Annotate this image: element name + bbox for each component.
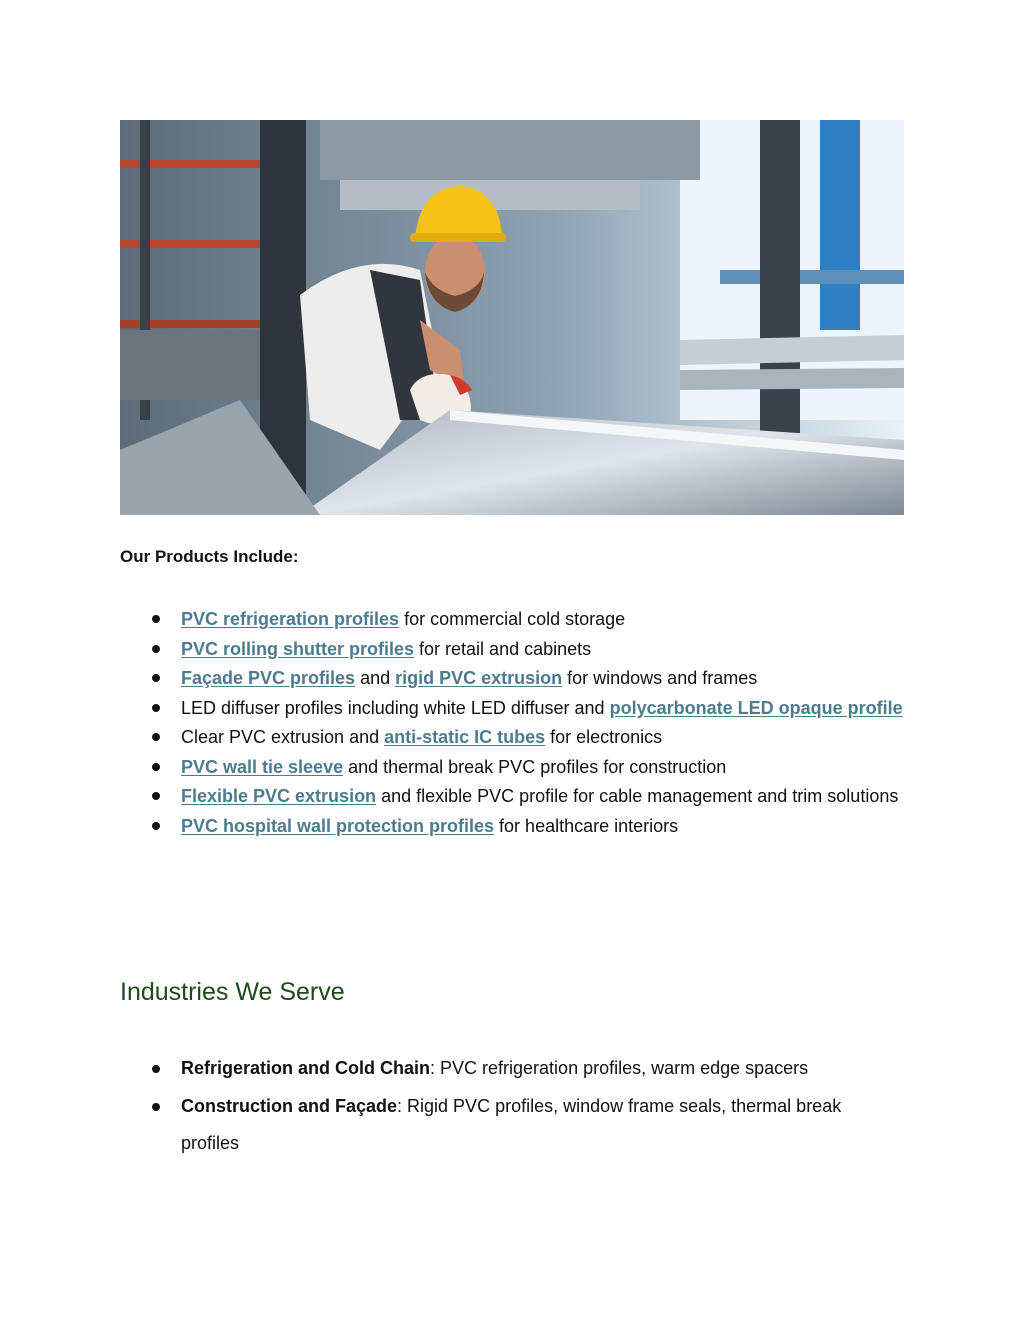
list-item xyxy=(120,753,904,782)
list-item xyxy=(120,664,904,693)
product-link[interactable]: PVC refrigeration profiles xyxy=(181,609,400,629)
product-link[interactable]: Flexible PVC extrusion xyxy=(181,786,377,806)
products-list xyxy=(120,605,904,841)
industries-list xyxy=(120,1050,904,1163)
industry-desc: : PVC refrigeration profiles, warm edge spacers xyxy=(430,1058,809,1078)
item-text: Clear PVC extrusion and xyxy=(181,727,385,747)
product-link[interactable]: PVC wall tie sleeve xyxy=(181,756,344,777)
item-text: LED diffuser profiles including white LED diffuser and xyxy=(181,697,610,718)
industry-term: Refrigeration and Cold Chain xyxy=(181,1058,431,1078)
item-text: for electronics xyxy=(545,727,663,747)
item-text: for windows and frames xyxy=(562,668,758,688)
product-link[interactable]: PVC hospital wall protection profiles xyxy=(181,815,495,836)
item-text: for commercial cold storage xyxy=(399,609,626,629)
item-text: and thermal break PVC profiles for construction xyxy=(343,756,727,777)
product-link[interactable]: anti-static IC tubes xyxy=(384,727,546,747)
list-item xyxy=(120,812,904,841)
item-text: and flexible PVC profile for cable management and trim solutions xyxy=(376,786,899,806)
list-item xyxy=(120,1088,904,1162)
list-item xyxy=(120,635,904,664)
product-link[interactable]: polycarbonate LED opaque profile xyxy=(609,697,903,718)
product-link[interactable]: rigid PVC extrusion xyxy=(395,668,563,688)
industries-heading: Industries We Serve xyxy=(120,978,345,1006)
item-text: and xyxy=(355,668,396,688)
item-text: for retail and cabinets xyxy=(414,638,592,659)
item-text: for healthcare interiors xyxy=(494,815,679,836)
industry-desc: : Rigid PVC profiles, window frame seals, thermal break profiles xyxy=(181,1096,842,1153)
list-item xyxy=(120,694,904,723)
list-item xyxy=(120,723,904,752)
list-item xyxy=(120,782,904,811)
list-item xyxy=(120,1050,904,1087)
warehouse-worker-photo xyxy=(120,120,904,515)
industry-term: Construction and Façade xyxy=(181,1096,398,1116)
product-link[interactable]: Façade PVC profiles xyxy=(181,668,356,688)
list-item xyxy=(120,605,904,634)
products-heading: Our Products Include: xyxy=(120,547,299,566)
product-link[interactable]: PVC rolling shutter profiles xyxy=(181,638,415,659)
